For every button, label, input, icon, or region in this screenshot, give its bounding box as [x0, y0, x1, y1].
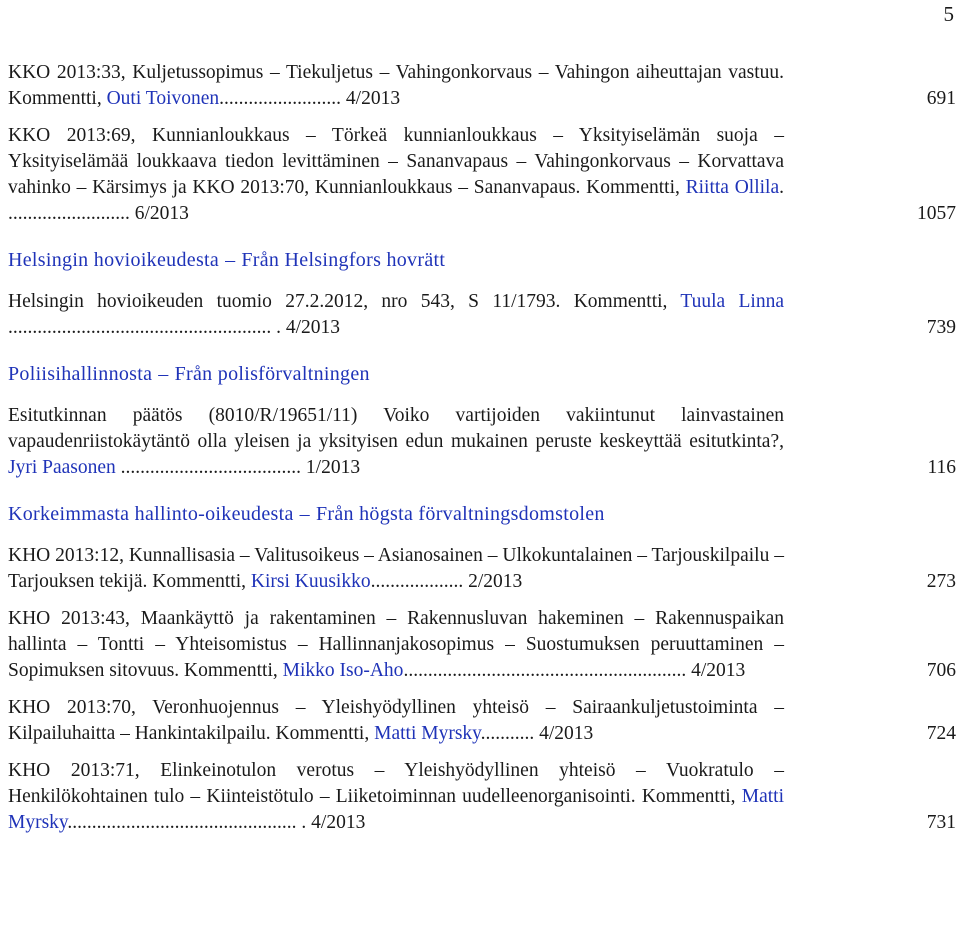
issue-number: 6/2013 [134, 203, 189, 224]
issue-number: . 4/2013 [301, 812, 366, 833]
issue-number: 4/2013 [691, 660, 746, 681]
issue-number: 2/2013 [468, 571, 523, 592]
section-heading-fi: Poliisihallinnosta [8, 363, 153, 385]
issue-number: 4/2013 [539, 723, 594, 744]
section-heading-fi: Helsingin hovioikeudesta [8, 249, 220, 271]
toc-entry [8, 403, 956, 481]
toc-entry [8, 606, 956, 684]
page-ref: 116 [927, 457, 956, 478]
dot-leader: ................... [370, 571, 464, 592]
author-link[interactable]: Outi Toivonen [106, 88, 220, 109]
dot-leader: ............................................... [67, 812, 297, 833]
heading-separator: – [225, 249, 236, 271]
author-link[interactable]: Riitta Ollila [685, 177, 780, 198]
toc-entry [8, 758, 956, 836]
entry-text: KKO 2013:33, Kuljetussopimus – Tiekuljetus – Vahingonkorvaus – Vahingon aiheuttajan vastuu. Kommentti, [8, 62, 784, 109]
author-link[interactable]: Kirsi Kuusikko [250, 571, 371, 592]
section-heading [8, 361, 956, 387]
page-ref: 739 [926, 317, 956, 338]
issue-number: 4/2013 [345, 88, 401, 109]
entry-text: KHO 2013:12, Kunnallisasia – Valitusoikeus – Asianosainen – Ulkokuntalainen – Tarjouskilpailu – Tarjouksen tekijä. Kommentti, [8, 545, 784, 592]
heading-separator: – [158, 363, 169, 385]
page-number: 5 [943, 2, 954, 26]
dot-leader: . ......................... [8, 177, 784, 224]
issue-number: 1/2013 [305, 457, 361, 478]
entry-text: KHO 2013:70, Veronhuojennus – Yleishyödyllinen yhteisö – Sairaankuljetustoiminta – Kilpailuhaitta – Hankintakilpailu. Kommentti, [8, 697, 784, 744]
author-link[interactable]: Mikko Iso-Aho [282, 660, 404, 681]
section-heading [8, 501, 956, 527]
toc-entry [8, 543, 956, 595]
heading-separator: – [299, 503, 310, 525]
page-ref: 706 [926, 660, 956, 681]
dot-leader: ..................................... [115, 457, 302, 478]
page-ref: 1057 [917, 203, 956, 224]
toc-entry [8, 289, 956, 341]
table-of-contents [8, 60, 956, 836]
page-ref: 273 [926, 571, 956, 592]
dot-leader: ......................... [219, 88, 342, 109]
entry-text: Helsingin hovioikeuden tuomio 27.2.2012, nro 543, S 11/1793. Kommentti, [8, 291, 681, 312]
section-heading-fi: Korkeimmasta hallinto-oikeudesta [8, 503, 294, 525]
dot-leader: .......................................................... [403, 660, 687, 681]
section-heading-sv: Från polisförvaltningen [174, 363, 370, 385]
issue-number: . 4/2013 [276, 317, 341, 338]
entry-text: Esitutkinnan päätös (8010/R/19651/11) Voiko vartijoiden vakiintunut lainvastainen vapaudenriistokäytäntö olla yleisen ja yksityisen edun mukainen peruste keskeyttää esitutkinta?, [8, 405, 784, 452]
entry-text: KHO 2013:43, Maankäyttö ja rakentaminen – Rakennusluvan hakeminen – Rakennuspaikan hallinta – Tontti – Yhteisomistus – Hallinnanjakosopimus – Suostumuksen peruuttaminen – Sopimuksen sitovuus. Kommentti, [8, 608, 784, 681]
toc-entry [8, 695, 956, 747]
author-link[interactable]: Tuula Linna [680, 291, 784, 312]
toc-entry [8, 60, 956, 112]
author-link[interactable]: Matti Myrsky [374, 723, 481, 744]
section-heading-sv: Från Helsingfors hovrätt [241, 249, 446, 271]
dot-leader: ...................................................... [8, 317, 272, 338]
page-ref: 724 [926, 723, 956, 744]
author-link[interactable]: Jyri Paasonen [8, 457, 116, 478]
entry-text: KKO 2013:69, Kunnianloukkaus – Törkeä kunnianloukkaus – Yksityiselämän suoja – Yksityiselämää loukkaava tiedon levittäminen – Sananvapaus – Vahingonkorvaus – Korvattava vahinko – Kärsimys ja KKO 2013:70, Kunnianloukkaus – Sananvapaus. Kommentti, [8, 125, 784, 198]
page-ref: 691 [926, 88, 956, 109]
toc-entry [8, 123, 956, 227]
author-link[interactable]: Matti Myrsky [8, 786, 784, 833]
entry-text: KHO 2013:71, Elinkeinotulon verotus – Yleishyödyllinen yhteisö – Vuokratulo – Henkilökohtainen tulo – Kiinteistötulo – Liiketoiminnan uudelleenorganisointi. Kommentti, [8, 760, 784, 807]
page-ref: 731 [926, 812, 956, 833]
section-heading-sv: Från högsta förvaltningsdomstolen [315, 503, 605, 525]
dot-leader: ........... [480, 723, 535, 744]
section-heading [8, 247, 956, 273]
